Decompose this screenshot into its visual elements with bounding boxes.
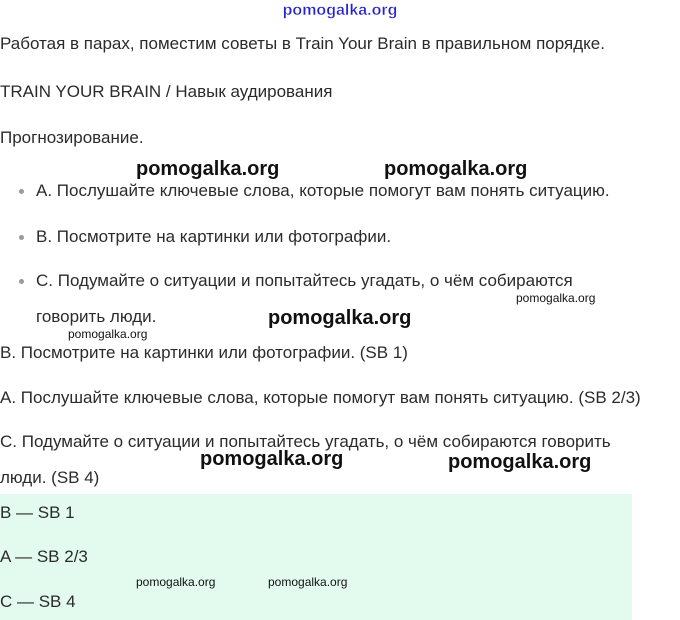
watermark: pomogalka.org	[136, 158, 280, 180]
list-item-text-continued: говорить люди.	[36, 307, 157, 326]
answer-row: B — SB 1	[0, 503, 75, 522]
watermark: pomogalka.org	[268, 307, 412, 329]
section-title: TRAIN YOUR BRAIN / Навык аудирования	[0, 82, 333, 101]
answer-row: A — SB 2/3	[0, 547, 88, 566]
list-item-text: B. Посмотрите на картинки или фотографии.	[36, 227, 392, 246]
list-item-text: C. Подумайте о ситуации и попытайтесь угадать, о чём собираются	[36, 271, 573, 290]
watermark: pomogalka.org	[200, 448, 344, 470]
watermark: pomogalka.org	[516, 291, 596, 305]
bullet-icon	[19, 279, 24, 284]
ordered-tip-2: A. Послушайте ключевые слова, которые помогут вам понять ситуацию. (SB 2/3)	[0, 388, 641, 407]
watermark: pomogalka.org	[68, 327, 148, 341]
ordered-tip-3-continued: люди. (SB 4)	[0, 468, 100, 487]
site-header-logo[interactable]: pomogalka.org	[282, 2, 398, 19]
ordered-tip-3: C. Подумайте о ситуации и попытайтесь угадать, о чём собираются говорить	[0, 432, 611, 451]
watermark: pomogalka.org	[384, 158, 528, 180]
bullet-icon	[19, 189, 24, 194]
watermark: pomogalka.org	[136, 575, 216, 589]
list-item-text: A. Послушайте ключевые слова, которые помогут вам понять ситуацию.	[36, 181, 610, 200]
answer-box	[0, 494, 632, 620]
bullet-icon	[19, 235, 24, 240]
subtitle: Прогнозирование.	[0, 128, 144, 147]
watermark: pomogalka.org	[448, 451, 592, 473]
watermark: pomogalka.org	[268, 575, 348, 589]
intro-text: Работая в парах, поместим советы в Train Your Brain в правильном порядке.	[0, 34, 605, 53]
answer-row: C — SB 4	[0, 592, 76, 611]
ordered-tip-1: B. Посмотрите на картинки или фотографии. (SB 1)	[0, 343, 408, 362]
